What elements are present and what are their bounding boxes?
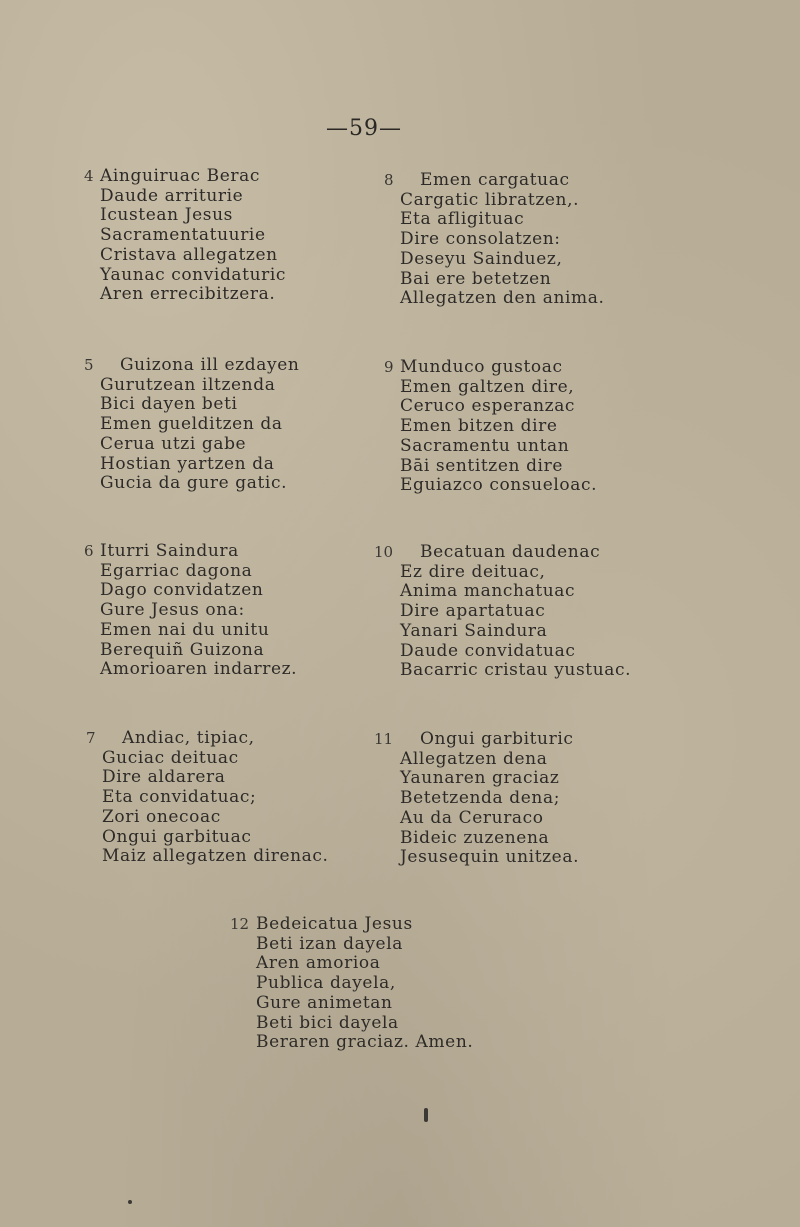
verse-line: Guciac deituac [102,747,239,768]
stanza-number: 5 [84,356,94,374]
stanza-number: 8 [384,171,394,189]
verse-line: Munduco gustoac [400,357,563,377]
verse-line: Allegatzen den anima. [400,288,605,309]
verse-line: Bici dayen beti [100,394,238,415]
verse-line: Guizona ill ezdayen [120,355,300,375]
verse-line: Cristava allegatzen [100,244,278,265]
page-number: —59— [326,116,402,141]
stanza-number: 9 [384,358,394,376]
verse-line: Gurutzean iltzenda [100,374,276,395]
verse-line: Dago convidatzen [100,580,264,601]
verse-line: Emen cargatuac [420,170,570,190]
verse-line: Dire consolatzen: [400,229,561,250]
paper-speck [424,1108,428,1122]
stanza-number: 4 [84,167,94,185]
verse-line: Berequiñ Guizona [100,639,265,660]
verse-line: Bacarric cristau yustuac. [400,660,632,681]
verse-line: Sacramentatuurie [100,225,266,246]
verse-line: Daude convidatuac [400,640,576,661]
stanza-number: 6 [84,542,94,560]
verse-line: Aren errecibitzera. [100,284,276,305]
verse-line: Jesusequin unitzea. [400,847,580,868]
stanza-number: 11 [374,730,394,748]
stanza-7 [86,728,329,867]
verse-line: Dire aldarera [102,767,226,788]
verse-line: Beti izan dayela [256,933,403,954]
verse-line: Bāi sentitzen dire [400,455,563,476]
verse-line: Emen galtzen dire, [400,376,575,397]
verse-line: Emen bitzen dire [400,416,558,437]
verse-line: Yanari Saindura [400,620,548,641]
verse-line: Deseyu Sainduez, [400,248,563,269]
verse-line: Allegatzen dena [400,748,548,769]
verse-line: Emen nai du unitu [100,619,270,640]
verse-line: Sacramentu untan [400,435,570,456]
verse-line: Bedeicatua Jesus [256,914,413,934]
verse-line: Bideic zuzenena [400,827,550,848]
verse-line: Amorioaren indarrez. [100,659,298,680]
verse-line: Gure Jesus ona: [100,600,245,621]
verse-line: Egarriac dagona [100,560,253,581]
verse-line: Yaunaren graciaz [400,768,560,789]
verse-line: Ainguiruac Berac [100,166,261,186]
verse-line: Cerua utzi gabe [100,433,247,454]
verse-line: Hostian yartzen da [100,453,275,474]
verse-line: Gucia da gure gatic. [100,473,288,494]
verse-line: Andiac, tipiac, [122,728,255,748]
stanza-12 [230,914,474,1053]
stanza-number: 10 [374,543,394,561]
paper-speck [128,1200,132,1204]
stanza-6 [84,541,298,680]
stanza-8 [384,170,605,309]
verse-line: Dire apartatuac [400,601,546,622]
verse-line: Publica dayela, [256,973,396,994]
stanza-4 [84,166,287,305]
verse-line: Iturri Saindura [100,541,239,561]
stanza-number: 7 [86,729,96,747]
verse-line: Becatuan daudenac [420,542,601,562]
verse-line: Bai ere betetzen [400,268,552,289]
verse-line: Ez dire deituac, [400,561,546,582]
verse-line: Icustean Jesus [100,205,233,226]
stanza-11 [374,729,580,868]
verse-line: Emen guelditzen da [100,414,283,435]
verse-line: Ongui garbituac [102,826,252,847]
verse-line: Au da Ceruraco [400,807,544,828]
verse-line: Ceruco esperanzac [400,396,576,417]
verse-line: Zori onecoac [102,806,221,827]
stanza-5 [84,355,300,494]
verse-line: Cargatic libratzen,. [400,189,580,210]
verse-line: Eguiazco consueloac. [400,475,598,496]
verse-line: Eta afligituac [400,209,525,230]
verse-line: Daude arriturie [100,185,244,206]
stanza-number: 12 [230,915,250,933]
verse-line: Eta convidatuac; [102,787,257,808]
verse-line: Anima manchatuac [400,581,576,602]
verse-line: Beraren graciaz. Amen. [256,1032,474,1053]
verse-line: Aren amorioa [256,953,381,974]
stanza-9 [384,357,598,496]
stanza-10 [374,542,632,681]
verse-line: Maiz allegatzen direnac. [102,846,329,867]
verse-line: Beti bici dayela [256,1012,399,1033]
verse-line: Betetzenda dena; [400,788,561,809]
verse-line: Gure animetan [256,992,393,1013]
verse-line: Yaunac convidaturic [100,264,287,285]
verse-line: Ongui garbituric [420,729,574,749]
